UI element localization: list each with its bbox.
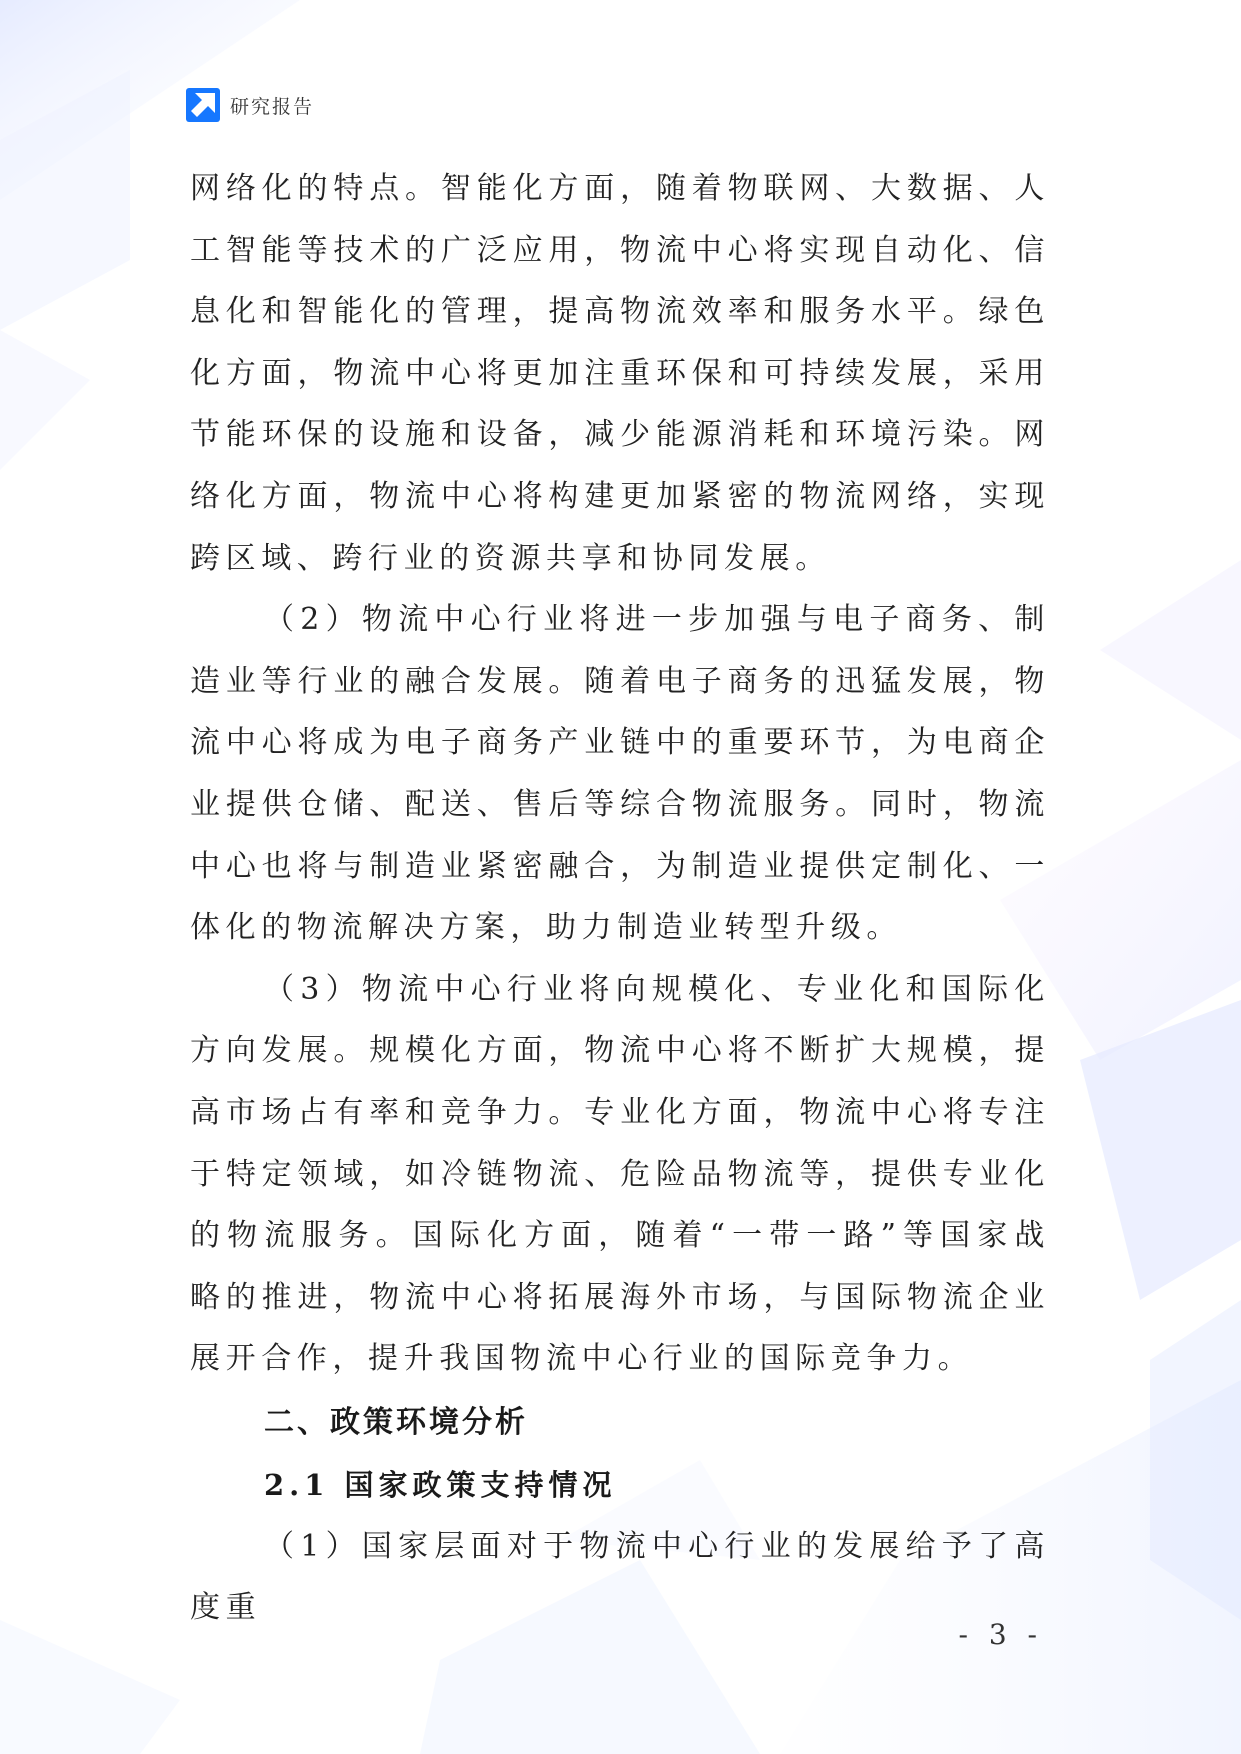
paragraph-item-1: （1）国家层面对于物流中心行业的发展给予了高度重 (190, 1528, 1050, 1626)
arrow-up-right-icon (186, 88, 220, 122)
paragraph-item-3: （3）物流中心行业将向规模化、专业化和国际化方向发展。规模化方面，物流中心将不断扩大规模，提高市场占有率和竞争力。专业化方面，物流中心将专注于特定领域，如冷链物流、危险品物流等，提供专业化的物流服务。国际化方面，随着“一带一路”等国家战略的推进，物流中心将拓展海外市场，与国际物流企业展开合作，提升我国物流中心行业的国际竞争力。 (190, 971, 1050, 1377)
header-label: 研究报告 (230, 95, 315, 118)
paragraph-item-2: （2）物流中心行业将进一步加强与电子商务、制造业等行业的融合发展。随着电子商务的迅猛发展，物流中心将成为电子商务产业链中的重要环节，为电商企业提供仓储、配送、售后等综合物流服务。同时，物流中心也将与制造业紧密融合，为制造业提供定制化、一体化的物流解决方案，助力制造业转型升级。 (190, 602, 1050, 946)
report-header (186, 88, 314, 122)
paragraph-continuation: 网络化的特点。智能化方面，随着物联网、大数据、人工智能等技术的广泛应用，物流中心将实现自动化、信息化和智能化的管理，提高物流效率和服务水平。绿色化方面，物流中心将更加注重环保和可持续发展，采用节能环保的设施和设备，减少能源消耗和环境污染。网络化方面，物流中心将构建更加紧密的物流网络，实现跨区域、跨行业的资源共享和协同发展。 (190, 171, 1050, 576)
page-number: - 3 - (958, 1618, 1043, 1651)
section-heading: 二、政策环境分析 (264, 1404, 528, 1440)
document-body (190, 158, 1050, 1639)
subsection-heading: 2.1 国家政策支持情况 (264, 1467, 617, 1502)
